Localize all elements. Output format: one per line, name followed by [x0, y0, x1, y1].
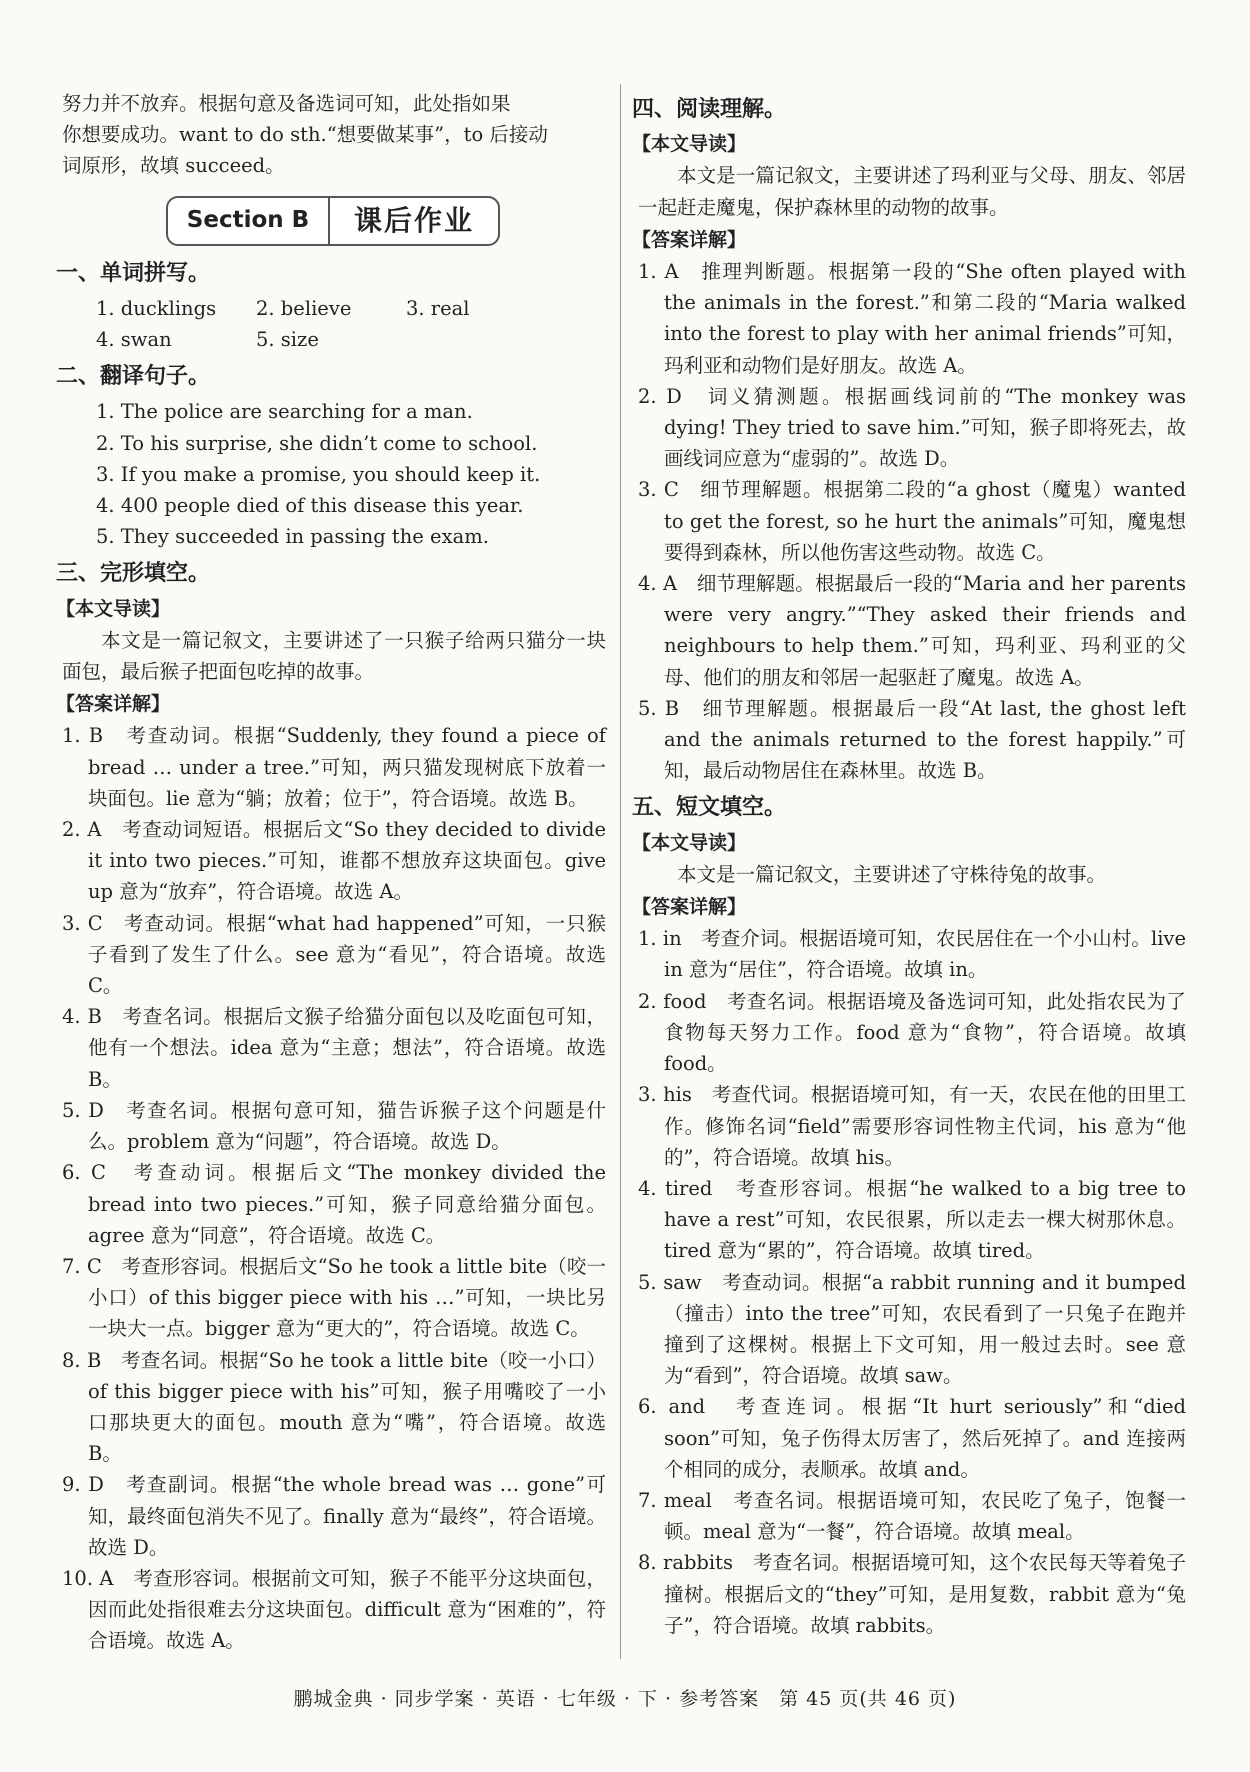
section-b-banner — [166, 196, 500, 246]
part2-heading: 二、翻译句子。 — [56, 364, 211, 390]
answer-item: 6. C 考查动词。根据后文“The monkey divided the bread into two pieces.”可知，猴子同意给猫分面包。agree 意为“同意”，符合语境。故选 C。 — [62, 1161, 606, 1247]
intro-line-1: 努力并不放弃。根据句意及备选词可知，此处指如果 — [62, 92, 511, 115]
sentence-item: 5. They succeeded in passing the exam. — [96, 525, 489, 549]
answer-item: 2. A 考查动词短语。根据后文“So they decided to divide it into two pieces.”可知，谁都不想放弃这块面包。give up 意为“放弃”，符合语境。故选 A。 — [62, 818, 606, 904]
intro-line-3: 词原形，故填 succeed。 — [62, 154, 285, 178]
word-item: 3. real — [406, 296, 470, 320]
intro-line-2: 你想要成功。want to do sth.“想要做某事”，to 后接动 — [62, 123, 548, 147]
answer-item: 9. D 考查副词。根据“the whole bread was … gone”可知，最终面包消失不见了。finally 意为“最终”，符合语境。故选 D。 — [62, 1473, 606, 1559]
left-column — [56, 88, 606, 1657]
word-list — [62, 293, 606, 355]
answer-item: 3. C 细节理解题。根据第二段的“a ghost（魔鬼）wanted to get the forest, so he hurt the animals”可知，魔鬼想要得到森林，所以他伤害这些动物。故选 C。 — [638, 478, 1186, 564]
answer-item: 4. A 细节理解题。根据最后一段的“Maria and her parents were very angry.”“They asked their friends and neighbours to help them.”可知，玛利亚、玛利亚的父母、他们的朋友和邻居一起驱赶了魔鬼。故选 A。 — [638, 572, 1186, 689]
homework-label: 课后作业 — [353, 204, 474, 237]
guide-title: 【本文导读】 — [632, 133, 747, 156]
section-label: Section B — [168, 198, 330, 244]
word-item: 5. size — [256, 328, 319, 352]
guide-title: 【本文导读】 — [56, 597, 171, 620]
sentence-item: 2. To his surprise, she didn’t come to school. — [96, 431, 538, 455]
guide-text: 本文是一篇记叙文，主要讲述了守株待兔的故事。 — [677, 862, 1107, 886]
answer-item: 8. B 考查名词。根据“So he took a little bite（咬一小口）of this bigger piece with his”可知，猴子用嘴咬了一小口那块更大的面包。mouth 意为“嘴”，符合语境。故选 B。 — [62, 1348, 606, 1466]
part4-heading: 四、阅读理解。 — [632, 97, 787, 122]
sentence-item: 1. The police are searching for a man. — [96, 400, 473, 424]
right-column — [632, 88, 1186, 1641]
answer-item: 2. food 考查名词。根据语境及备选词可知，此处指农民为了食物每天努力工作。food 意为“食物”，符合语境。故填 food。 — [638, 989, 1186, 1076]
sentence-item: 4. 400 people died of this disease this year. — [96, 494, 524, 518]
answer-item: 1. A 推理判断题。根据第一段的“She often played with the animals in the forest.”和第二段的“Maria walked into the forest to play with her animal friends”可知，玛利亚和动物们是好朋友。故选 A。 — [638, 260, 1186, 377]
column-divider — [620, 84, 621, 1659]
answer-item: 1. B 考查动词。根据“Suddenly, they found a piece of bread … under a tree.”可知，两只猫发现树底下放着一块面包。lie 意为“躺；放着；位于”，符合语境。故选 B。 — [62, 724, 606, 810]
answer-item: 5. D 考查名词。根据句意可知，猫告诉猴子这个问题是什么。problem 意为“问题”，符合语境。故选 D。 — [62, 1098, 606, 1154]
word-item: 1. ducklings — [96, 296, 217, 320]
part1-heading: 一、单词拼写。 — [56, 260, 211, 286]
answer-item: 8. rabbits 考查名词。根据语境可知，这个农民每天等着兔子撞树。根据后文的“they”可知，是用复数，rabbit 意为“兔子”，符合语境。故填 rabbits。 — [638, 1551, 1186, 1637]
answer-item: 10. A 考查形容词。根据前文可知，猴子不能平分这块面包，因而此处指很难去分这块面包。difficult 意为“困难的”，符合语境。故选 A。 — [62, 1566, 606, 1653]
answer-item: 7. C 考查形容词。根据后文“So he took a little bite（咬一小口）of this bigger piece with his …”可知，一块比另一块大一点。bigger 意为“更大的”，符合语境。故选 C。 — [62, 1254, 606, 1341]
answer-item: 3. his 考查代词。根据语境可知，有一天，农民在他的田里工作。修饰名词“field”需要形容词性物主代词，his 意为“他的”，符合语境。故填 his。 — [638, 1083, 1186, 1169]
answers-title: 【答案详解】 — [632, 896, 747, 919]
answers-title: 【答案详解】 — [632, 228, 747, 251]
answer-item: 4. B 考查名词。根据后文猴子给猫分面包以及吃面包可知，他有一个想法。idea 意为“主意；想法”，符合语境。故选 B。 — [62, 1005, 606, 1091]
answer-item: 6. and 考查连词。根据“It hurt seriously”和“died soon”可知，兔子伤得太厉害了，然后死掉了。and 连接两个相同的成分，表顺承。故填 and。 — [638, 1395, 1186, 1481]
answers-title: 【答案详解】 — [56, 693, 171, 716]
guide-text: 本文是一篇记叙文，主要讲述了一只猴子给两只猫分一块面包，最后猴子把面包吃掉的故事。 — [62, 628, 606, 684]
answer-item: 2. D 词义猜测题。根据画线词前的“The monkey was dying! They tried to save him.”可知，猴子即将死去，故画线词应意为“虚弱的”。故选 D。 — [638, 384, 1186, 471]
page-footer: 鹏城金典 · 同步学案 · 英语 · 七年级 · 下 · 参考答案 第 45 页(共 46 页) — [293, 1688, 957, 1710]
word-item: 2. believe — [256, 296, 352, 320]
guide-title: 【本文导读】 — [632, 831, 747, 854]
guide-text: 本文是一篇记叙文，主要讲述了玛利亚与父母、朋友、邻居一起赶走魔鬼，保护森林里的动物的故事。 — [638, 164, 1186, 219]
part5-heading: 五、短文填空。 — [632, 795, 787, 821]
answer-item: 5. B 细节理解题。根据最后一段“At last, the ghost left and the animals returned to the forest happily.”可知，最后动物居住在森林里。故选 B。 — [638, 696, 1186, 783]
answer-item: 5. saw 考查动词。根据“a rabbit running and it bumped（撞击）into the tree”可知，农民看到了一只兔子在跑并撞到了这棵树。根据上下文可知，用一般过去时。see 意为“看到”，符合语境。故填 saw。 — [638, 1270, 1186, 1388]
answer-item: 7. meal 考查名词。根据语境可知，农民吃了兔子，饱餐一顿。meal 意为“一餐”，符合语境。故填 meal。 — [638, 1488, 1186, 1544]
answer-item: 1. in 考查介词。根据语境可知，农民居住在一个小山村。live in 意为“居住”，符合语境。故填 in。 — [638, 927, 1186, 982]
sentence-item: 3. If you make a promise, you should keep it. — [96, 462, 541, 486]
part3-heading: 三、完形填空。 — [56, 561, 211, 587]
answer-item: 4. tired 考查形容词。根据“he walked to a big tree to have a rest”可知，农民很累，所以走去一棵大树那休息。tired 意为“累的”，符合语境。故填 tired。 — [638, 1176, 1186, 1263]
word-item: 4. swan — [96, 328, 172, 352]
answer-item: 3. C 考查动词。根据“what had happened”可知，一只猴子看到了发生了什么。see 意为“看见”，符合语境。故选 C。 — [62, 911, 606, 998]
